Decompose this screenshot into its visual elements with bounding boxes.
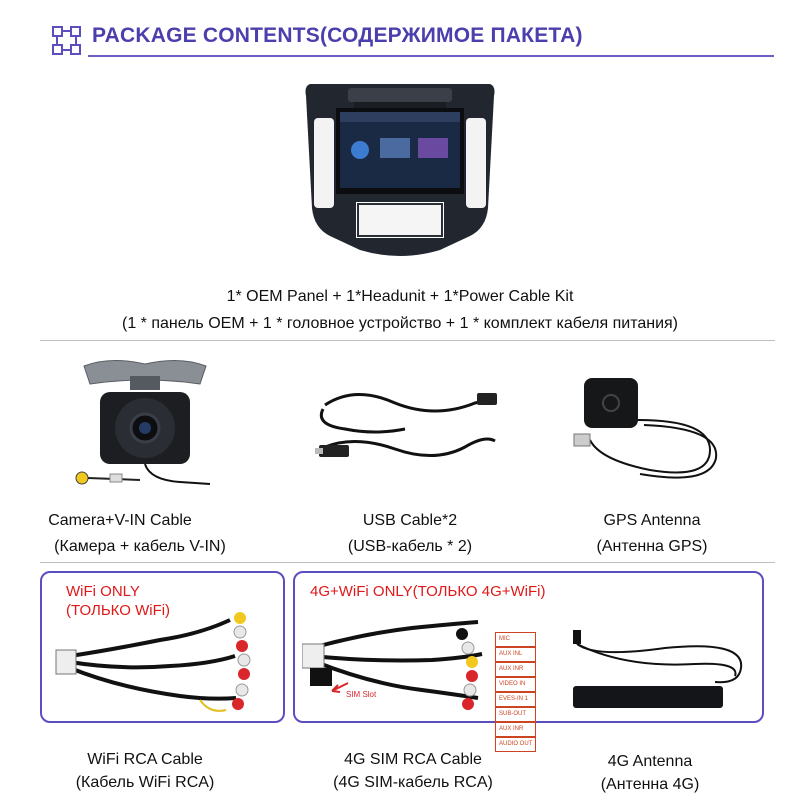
lte-antenna-caption-ru: (Антенна 4G) <box>600 776 700 793</box>
gps-antenna-image <box>570 370 750 490</box>
lte-antenna-caption-en: 4G Antenna <box>607 753 693 770</box>
camera-image <box>70 350 220 500</box>
main-item-caption-ru: (1 * панель OEM + 1 * головное устройство + 1 * комплект кабеля питания) <box>121 315 678 332</box>
cable-tag: AUDIO OUT <box>495 737 536 752</box>
section-divider <box>40 562 775 563</box>
lte-wifi-label: 4G+WiFi ONLY(ТОЛЬКО 4G+WiFi) <box>310 583 546 600</box>
lte-antenna-image <box>565 628 755 710</box>
package-grid-icon <box>52 26 82 56</box>
usb-caption-ru: (USB-кабель * 2) <box>347 538 473 555</box>
wifi-rca-cable-image <box>50 610 280 720</box>
cable-tag: AUX INR <box>495 662 536 677</box>
oem-panel-image <box>300 78 500 270</box>
wifi-only-label-ru: (ТОЛЬКО WiFi) <box>66 602 171 619</box>
gps-caption-ru: (Антенна GPS) <box>596 538 708 555</box>
wifi-rca-caption-ru: (Кабель WiFi RCA) <box>75 774 215 791</box>
camera-caption-en: Camera+V-IN Cable <box>48 512 192 529</box>
header-underline <box>88 55 774 57</box>
sim-slot-label: SIM Slot <box>346 690 377 699</box>
section-divider <box>40 340 775 341</box>
lte-rca-caption-ru: (4G SIM-кабель RCA) <box>333 774 493 791</box>
page-title: PACKAGE CONTENTS(СОДЕРЖИМОЕ ПАКЕТА) <box>92 24 583 47</box>
cable-tag: MIC <box>495 632 536 647</box>
cable-tag: AUX INR <box>495 722 536 737</box>
usb-cable-image <box>315 385 505 475</box>
usb-caption-en: USB Cable*2 <box>362 512 458 529</box>
camera-caption-ru: (Камера + кабель V-IN) <box>54 538 226 555</box>
wifi-only-label: WiFi ONLY <box>66 583 140 600</box>
main-item-caption-en: 1* OEM Panel + 1*Headunit + 1*Power Cable Kit <box>226 288 574 305</box>
lte-rca-caption-en: 4G SIM RCA Cable <box>344 751 482 768</box>
wifi-rca-caption-en: WiFi RCA Cable <box>87 751 203 768</box>
cable-tag: EVES-IN 1 <box>495 692 536 707</box>
gps-caption-en: GPS Antenna <box>603 512 701 529</box>
cable-tag: SUB-OUT <box>495 707 536 722</box>
cable-tag: VIDEO IN <box>495 677 536 692</box>
cable-tag: AUX INL <box>495 647 536 662</box>
cable-tag-list <box>495 632 536 752</box>
